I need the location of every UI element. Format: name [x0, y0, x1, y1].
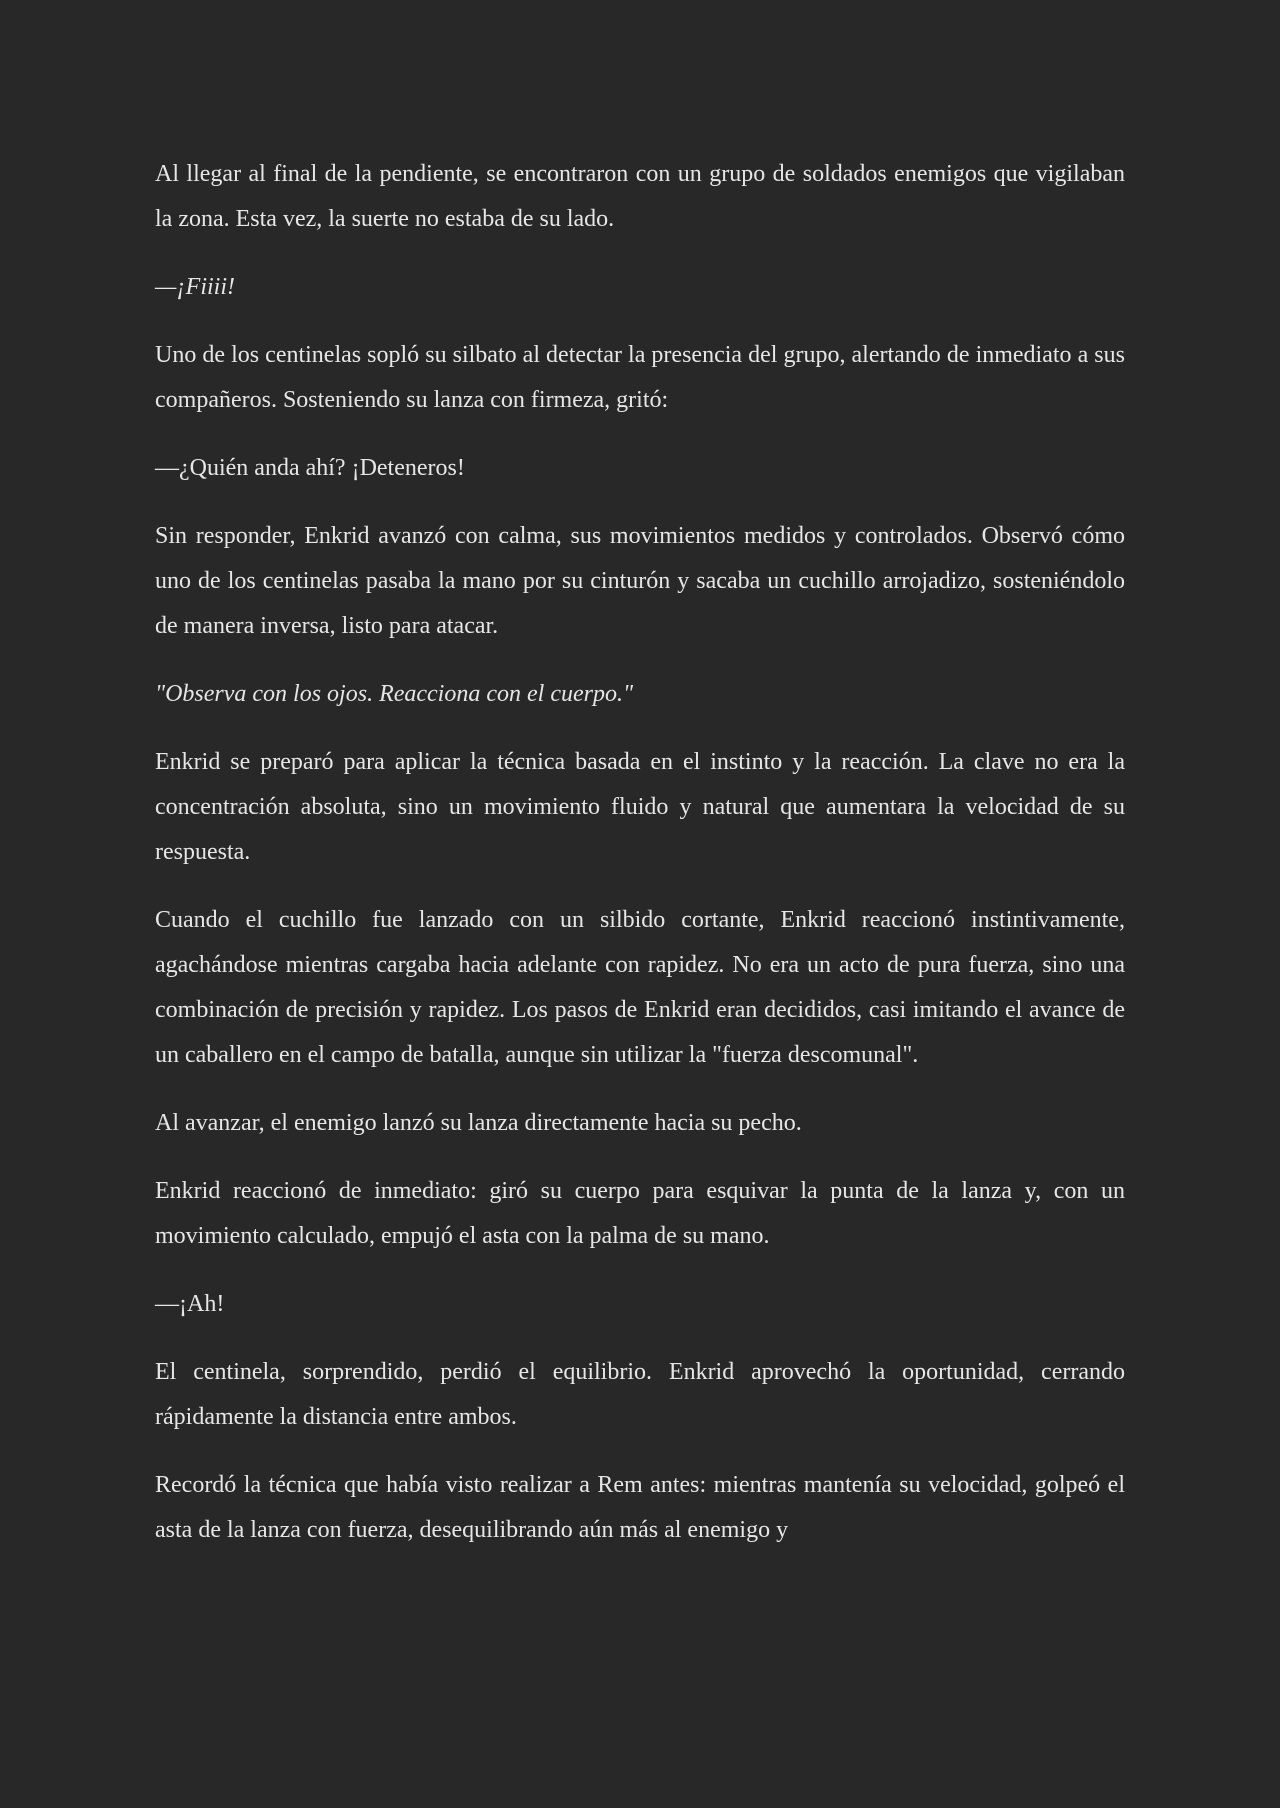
- paragraph-narration: Al llegar al final de la pendiente, se encontraron con un grupo de soldados enemigos que vigilaban la zona. Esta vez, la suerte no estaba de su lado.: [155, 161, 1125, 232]
- paragraph-narration: Enkrid reaccionó de inmediato: giró su cuerpo para esquivar la punta de la lanza y, con un movimiento calculado, empujó el asta con la palma de su mano.: [155, 1178, 1125, 1249]
- paragraph-narration: Uno de los centinelas sopló su silbato al detectar la presencia del grupo, alertando de inmediato a sus compañeros. Sosteniendo su lanza con firmeza, gritó:: [155, 342, 1125, 413]
- paragraph-dialogue: —¿Quién anda ahí? ¡Deteneros!: [155, 455, 465, 481]
- paragraph-narration: El centinela, sorprendido, perdió el equilibrio. Enkrid aprovechó la oportunidad, cerrando rápidamente la distancia entre ambos.: [155, 1359, 1125, 1430]
- paragraph-narration: Cuando el cuchillo fue lanzado con un silbido cortante, Enkrid reaccionó instintivamente, agachándose mientras cargaba hacia adelante con rapidez. No era un acto de pura fuerza, sino una combinación de precisión y rapidez. Los pasos de Enkrid eran decididos, casi imitando el avance de un caballero en el campo de batalla, aunque sin utilizar la "fuerza descomunal".: [155, 907, 1125, 1068]
- paragraph-thought: "Observa con los ojos. Reacciona con el cuerpo.": [155, 681, 634, 707]
- paragraph-sound-effect: —¡Fiiii!: [155, 274, 236, 300]
- paragraph-dialogue: —¡Ah!: [155, 1291, 225, 1317]
- paragraph-narration: Al avanzar, el enemigo lanzó su lanza directamente hacia su pecho.: [155, 1110, 802, 1136]
- paragraph-narration: Sin responder, Enkrid avanzó con calma, sus movimientos medidos y controlados. Observó cómo uno de los centinelas pasaba la mano por su cinturón y sacaba un cuchillo arrojadizo, sosteniéndolo de manera inversa, listo para atacar.: [155, 523, 1125, 639]
- reader-content: [155, 152, 1125, 1576]
- paragraph-narration: Recordó la técnica que había visto realizar a Rem antes: mientras mantenía su velocidad, golpeó el asta de la lanza con fuerza, desequilibrando aún más al enemigo y: [155, 1472, 1125, 1543]
- paragraph-narration: Enkrid se preparó para aplicar la técnica basada en el instinto y la reacción. La clave no era la concentración absoluta, sino un movimiento fluido y natural que aumentara la velocidad de su respuesta.: [155, 749, 1125, 865]
